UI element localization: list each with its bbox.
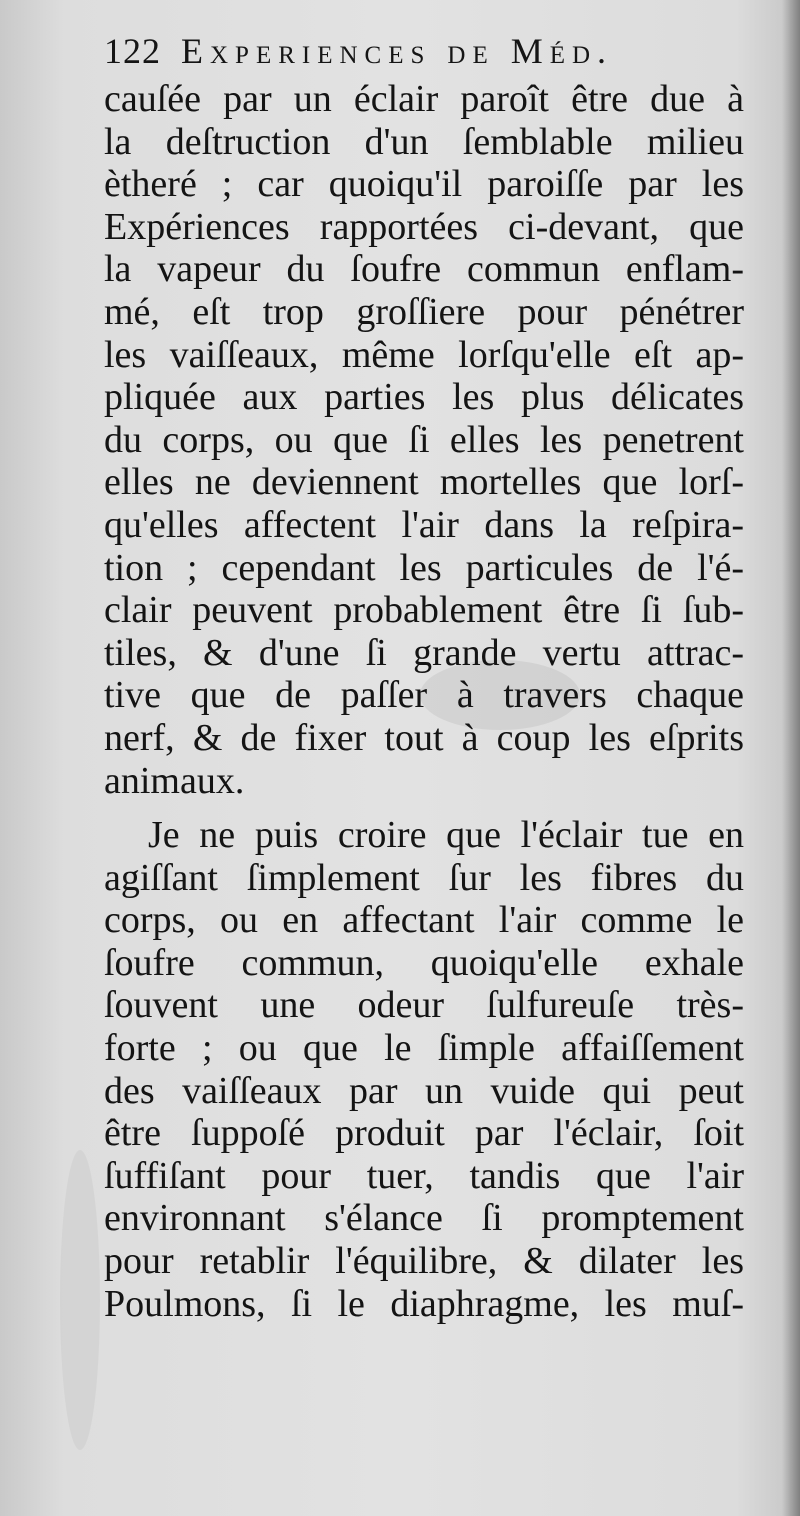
- text-line: corps, ou en affectant l'air comme le: [104, 899, 744, 942]
- text-line: du corps, ou que ſi elles les penetrent: [104, 418, 744, 461]
- text-line: forte ; ou que le ſimple affaiſſement: [104, 1027, 744, 1070]
- text-line: ètheré ; car quoiqu'il paroiſſe par les: [104, 163, 744, 206]
- text-line: tion ; cependant les particules de l'é-: [104, 546, 744, 589]
- text-line: Expériences rapportées ci-devant, que: [104, 205, 744, 248]
- page-header: [104, 30, 744, 80]
- text-line: ſuffiſant pour tuer, tandis que l'air: [104, 1154, 744, 1197]
- text-line: mé, eſt trop groſſiere pour pénétrer: [104, 290, 744, 333]
- text-line: environnant s'élance ſi promptement: [104, 1197, 744, 1240]
- text-line: clair peuvent probablement être ſi ſub-: [104, 589, 744, 632]
- text-line: Poulmons, ſi le diaphragme, les muſ-: [104, 1282, 744, 1325]
- text-line: tiles, & d'une ſi grande vertu attrac-: [104, 631, 744, 674]
- text-line: animaux.: [104, 759, 245, 802]
- text-line: être ſuppoſé produit par l'éclair, ſoit: [104, 1112, 744, 1155]
- text-line: la vapeur du ſoufre commun enflam-: [104, 248, 744, 291]
- body-text: [104, 78, 744, 1325]
- text-line: les vaiſſeaux, même lorſqu'elle eſt ap-: [104, 333, 744, 376]
- text-line: agiſſant ſimplement ſur les fibres du: [104, 856, 744, 899]
- text-line: elles ne deviennent mortelles que lorſ-: [104, 461, 744, 504]
- text-line: la deſtruction d'un ſemblable milieu: [104, 120, 744, 163]
- paper-stain: [60, 1150, 100, 1450]
- page-number: 122: [104, 31, 161, 71]
- text-line: des vaiſſeaux par un vuide qui peut: [104, 1069, 744, 1112]
- text-line: tive que de paſſer à travers chaque: [104, 674, 744, 717]
- text-line: ſouvent une odeur ſulfureuſe très-: [104, 984, 744, 1027]
- text-line: cauſée par un éclair paroît être due à: [104, 78, 744, 120]
- text-line: ſoufre commun, quoiqu'elle exhale: [104, 941, 744, 984]
- text-line: Je ne puis croire que l'éclair tue en: [148, 814, 744, 857]
- paragraph-gap: [104, 802, 744, 814]
- text-line: qu'elles affectent l'air dans la reſpira-: [104, 503, 744, 546]
- running-title: Experiences de Méd.: [181, 31, 614, 71]
- text-line: nerf, & de fixer tout à coup les eſprits: [104, 716, 744, 759]
- text-line: pour retablir l'équilibre, & dilater les: [104, 1240, 744, 1283]
- text-line: pliquée aux parties les plus délicates: [104, 376, 744, 419]
